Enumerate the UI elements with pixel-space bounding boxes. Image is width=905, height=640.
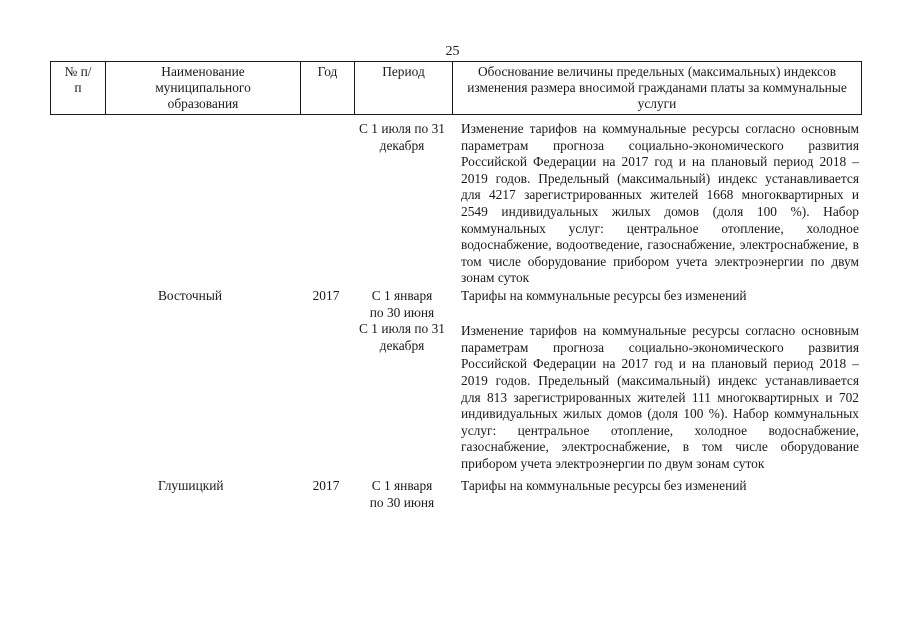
table-row	[50, 288, 862, 321]
tariff-table	[50, 61, 862, 512]
row-period: С 1 июля по 31 декабря	[359, 321, 445, 353]
row-period: С 1 июля по 31 декабря	[359, 121, 445, 153]
header-basis: Обоснование величины предельных (максимальных) индексов изменения размера вносимой гражданами платы за коммунальные услуги	[452, 62, 861, 114]
header-period: Период	[354, 62, 452, 114]
row-year: 2017	[312, 287, 340, 303]
header-year: Год	[300, 62, 354, 114]
row-basis-text: Изменение тарифов на коммунальные ресурсы согласно основным параметрам прогноза социально-экономического развития Российской Федерации на 2017 год и на плановый период 2018 – 2019 годов. Предельный (максимальный) индекс устанавливается для 813 зарегистрированных жителей 111 многоквартирных и 702 индивидуальных жилых домов (доля 100 %). Набор коммунальных услуг: центральное отопление, холодное водоснабжение, газоснабжение, электроснабжение, в том числе оборудование прибором учета электроэнергии по двум зонам суток	[461, 323, 859, 471]
table-row	[50, 321, 862, 472]
table-row	[50, 121, 862, 287]
page-number: 25	[445, 44, 460, 59]
row-basis	[451, 321, 860, 472]
row-number	[50, 288, 104, 321]
row-basis	[451, 121, 860, 287]
row-municipality	[104, 321, 299, 472]
row-number	[50, 321, 104, 472]
row-municipality: Восточный	[158, 287, 222, 303]
row-number	[50, 478, 104, 511]
table-row	[50, 478, 862, 511]
row-period: С 1 января по 30 июня	[369, 478, 435, 511]
row-number	[50, 121, 104, 287]
row-basis	[451, 478, 860, 511]
row-basis	[451, 288, 860, 321]
row-year: 2017	[312, 478, 340, 494]
row-year	[299, 121, 353, 287]
row-basis-text: Тарифы на коммунальные ресурсы без изменений	[461, 478, 747, 494]
row-municipality	[104, 121, 299, 287]
row-basis-text: Тарифы на коммунальные ресурсы без изменений	[461, 287, 747, 303]
table-header	[50, 61, 862, 115]
row-basis-text: Изменение тарифов на коммунальные ресурсы согласно основным параметрам прогноза социально-экономического развития Российской Федерации на 2017 год и на плановый период 2018 – 2019 годов. Предельный (максимальный) индекс устанавливается для 4217 зарегистрированных жителей 1668 многоквартирных и 2549 индивидуальных жилых домов (доля 100 %). Набор коммунальных услуг: центральное отопление, холодное водоснабжение, водоотведение, газоснабжение, электроснабжение, в том числе оборудование прибором учета электроэнергии по двум зонам суток	[461, 121, 859, 286]
row-municipality: Глушицкий	[158, 478, 224, 494]
header-number: № п/п	[64, 64, 92, 95]
header-municipality: Наименование муниципального образования	[105, 62, 300, 114]
row-period: С 1 января по 30 июня	[369, 287, 435, 320]
row-year	[299, 321, 353, 472]
